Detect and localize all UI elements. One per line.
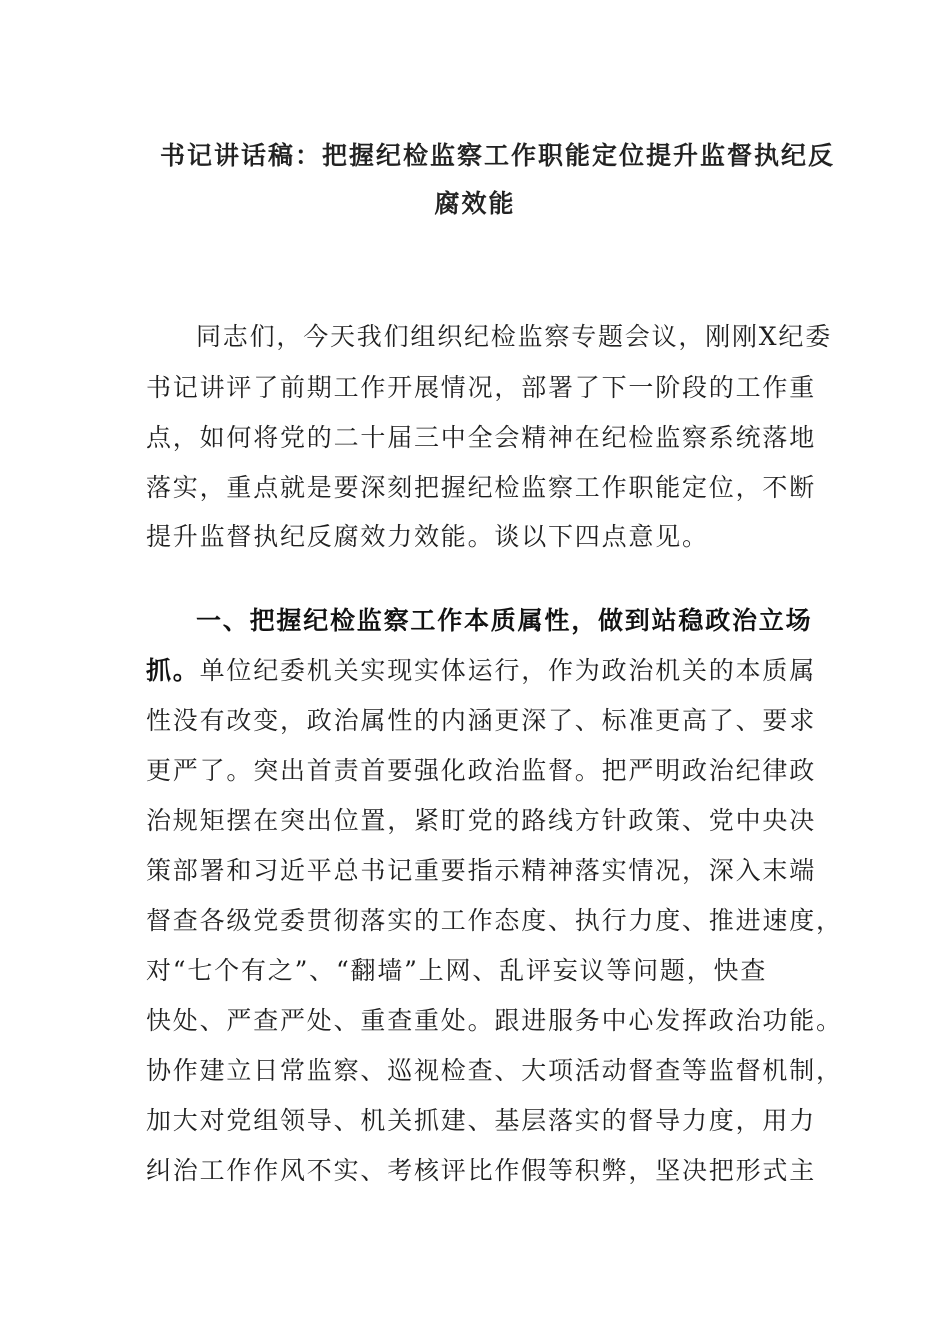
section-1-line-6: 策部署和习近平总书记重要指示精神落实情况，深入末端 [146, 856, 817, 885]
section-1-line-4: 更严了。突出首责首要强化政治监督。把严明政治纪律政 [146, 756, 817, 785]
intro-line-2: 书记讲评了前期工作开展情况，部署了下一阶段的工作重 [146, 373, 817, 402]
intro-line-5: 提升监督执纪反腐效力效能。谈以下四点意见。 [146, 522, 709, 551]
intro-line-4: 落实，重点就是要深刻把握纪检监察工作职能定位，不断 [146, 473, 817, 502]
section-1-line-2 [146, 655, 816, 687]
section-1-line-10: 协作建立日常监察、巡视检查、大项活动督查等监督机制， [146, 1056, 843, 1085]
section-1-line-3: 性没有改变，政治属性的内涵更深了、标准更高了、要求 [146, 706, 817, 735]
section-1-heading-line-1: 一、把握纪检监察工作本质属性，做到站稳政治立场 [196, 606, 813, 635]
intro-line-1: 同志们，今天我们组织纪检监察专题会议，刚刚X纪委 [196, 322, 832, 351]
intro-line-3: 点，如何将党的二十届三中全会精神在纪检监察系统落地 [146, 423, 817, 452]
section-1-line-9: 快处、严查严处、重查重处。跟进服务中心发挥政治功能。 [146, 1006, 843, 1035]
section-1-heading-end: 抓。 [146, 656, 200, 685]
section-1-line-5: 治规矩摆在突出位置，紧盯党的路线方针政策、党中央决 [146, 806, 817, 835]
section-1-line-2-text: 单位纪委机关实现实体运行，作为政治机关的本质属 [199, 656, 817, 685]
document-title-line-1: 书记讲话稿：把握纪检监察工作职能定位提升监督执纪反 [160, 141, 836, 170]
section-1-line-8: 对“七个有之”、“翻墙”上网、乱评妄议等问题，快查 [146, 956, 768, 985]
section-1-line-12: 纠治工作作风不实、考核评比作假等积弊，坚决把形式主 [146, 1156, 817, 1185]
section-1-line-11: 加大对党组领导、机关抓建、基层落实的督导力度，用力 [146, 1106, 817, 1135]
section-1-line-7: 督查各级党委贯彻落实的工作态度、执行力度、推进速度， [146, 906, 843, 935]
document-title-line-2: 腐效能 [434, 189, 516, 218]
